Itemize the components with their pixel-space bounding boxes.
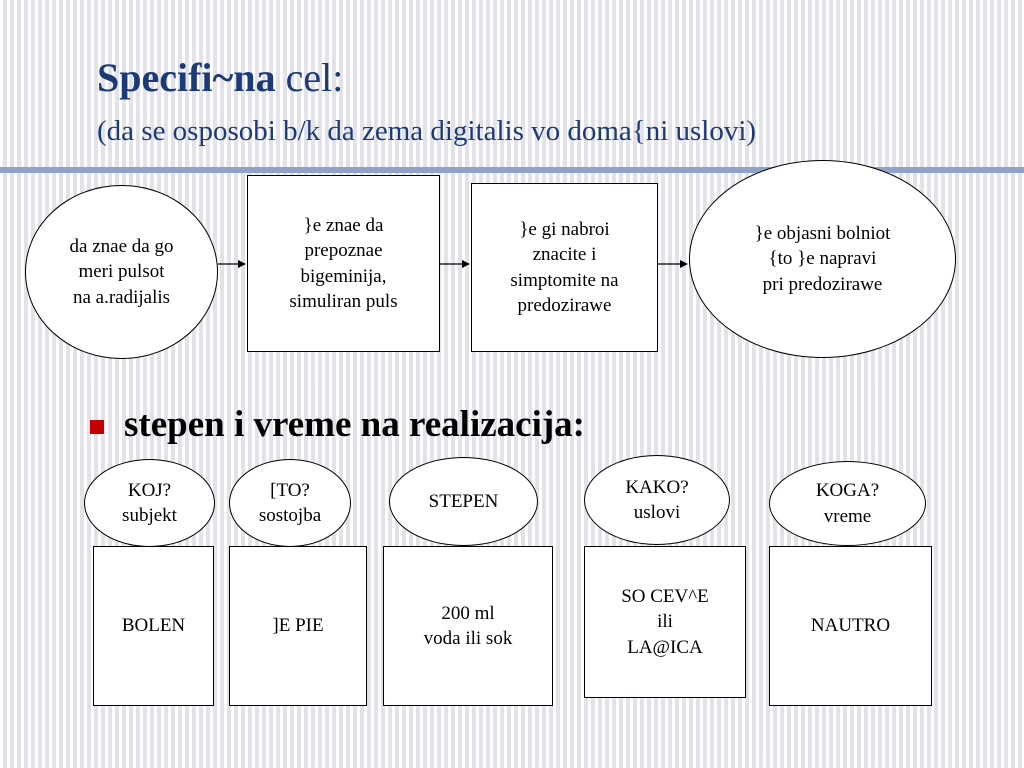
question-text: [TO? sostojba: [258, 479, 322, 526]
flow-step-text: }e znae da prepoznae bigeminija, simuliran puls: [289, 214, 398, 312]
answer-text: BOLEN: [121, 615, 186, 637]
slide-subtitle: (da se osposobi b/k da zema digitalis vo doma{ni uslovi): [97, 115, 757, 147]
flow-step-text: da znae da go meri pulsot na a.radijalis: [69, 236, 174, 308]
question-text: KOGA? vreme: [815, 480, 880, 527]
answer-who: [93, 546, 214, 706]
flow-step-text: }e objasni bolniot {to }e napravi pri predozirawe: [754, 223, 891, 295]
question-when: [769, 461, 926, 546]
answer-what: [229, 546, 367, 706]
answer-text: 200 ml voda ili sok: [423, 602, 513, 649]
question-how: [584, 455, 730, 545]
answer-text: ]E PIE: [272, 615, 324, 637]
slide-title-rest: cel:: [275, 55, 344, 100]
question-degree: [389, 457, 538, 546]
bullet-square-icon: [90, 420, 104, 434]
answer-text: SO CEV^E ili LA@ICA: [621, 586, 709, 658]
question-what: [229, 459, 351, 547]
question-text: KOJ? subjekt: [122, 479, 177, 526]
answer-when: [769, 546, 932, 706]
question-text: KAKO? uslovi: [625, 476, 689, 523]
answer-text: NAUTRO: [810, 615, 891, 637]
question-text: STEPEN: [428, 490, 499, 512]
answer-how: [584, 546, 746, 698]
question-who: [84, 459, 215, 547]
answer-degree: [383, 546, 553, 706]
flow-step-text: }e gi nabroi znacite i simptomite na predozirawe: [510, 218, 619, 316]
section-heading: stepen i vreme na realizacija:: [124, 404, 586, 445]
slide-title-bold: Specifi~na: [97, 55, 276, 100]
